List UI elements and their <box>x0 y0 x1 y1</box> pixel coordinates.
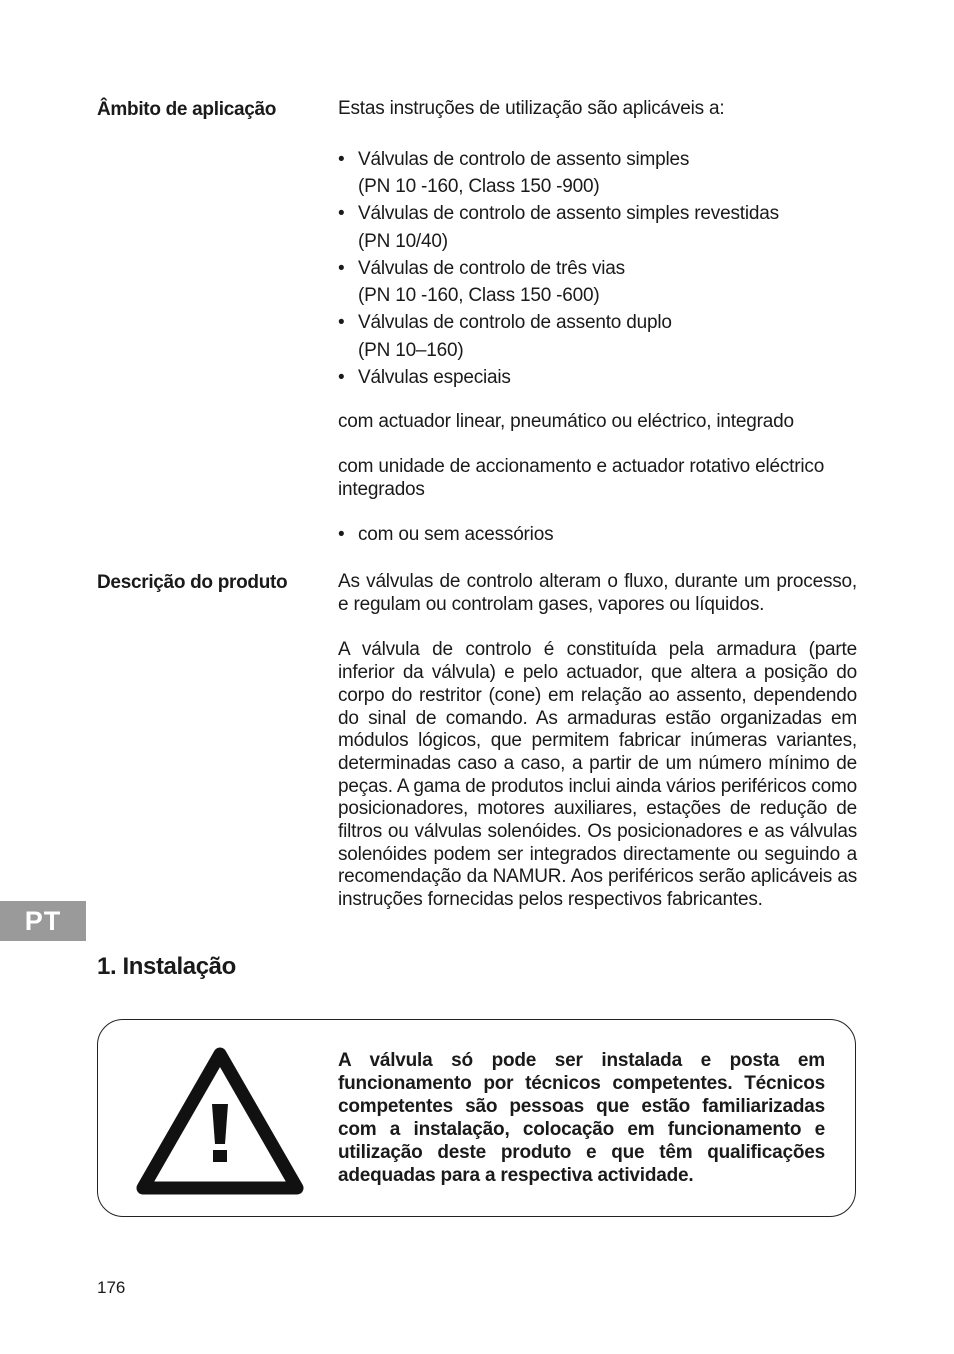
scope-label: Âmbito de aplicação <box>97 99 277 120</box>
scope-content <box>338 98 857 549</box>
list-item: • Válvulas de controlo de três vias (PN 10 -160, Class 150 -600) <box>338 257 625 307</box>
scope-accessories-list <box>338 521 857 548</box>
product-para-1: As válvulas de controlo alteram o fluxo, durante um processo, e regulam ou controlam gases, vapores ou líquidos. <box>338 571 857 615</box>
warning-triangle-icon <box>135 1044 305 1201</box>
scope-list <box>338 146 857 392</box>
list-item: • Válvulas de controlo de assento simples revestidas (PN 10/40) <box>338 203 779 252</box>
section-heading: 1. Instalação <box>97 953 236 980</box>
list-item: • Válvulas de controlo de assento duplo (PN 10–160) <box>338 312 672 361</box>
list-item: • com ou sem acessórios <box>338 524 554 546</box>
list-item: • Válvulas de controlo de assento simples (PN 10 -160, Class 150 -900) <box>338 148 690 197</box>
list-item: • Válvulas especiais <box>338 367 511 389</box>
product-para-2: A válvula de controlo é constituída pela armadura (parte inferior da válvula) e pelo actuador, que altera a posição do corpo do restritor (cone) em relação ao assento, dependendo do sinal de comando. As armaduras estão organizadas em módulos lógicos, que permitem fabricar inúmeras variantes, determinadas caso a caso, a partir de um número mínimo de peças. A gama de produtos inclui ainda vários periféricos como posicionadores, motores auxiliares, estações de redução de filtros ou válvulas solenóides. Os posicionadores e as válvulas solenóides podem ser integrados directamente ou seguindo a recomendação da NAMUR. Aos periféricos serão aplicáveis as instruções fornecidas pelos respectivos fabricantes. <box>338 639 857 911</box>
scope-para-rotary: com unidade de accionamento e actuador rotativo eléctrico integrados <box>338 456 825 500</box>
warning-text: A válvula só pode ser instalada e posta em funcionamento por técnicos competentes. Técnicos competentes são pessoas que estão familiarizadas com a instalação, colocação em funcionamento e utilização deste produto e que têm qualificações adequadas para a respectiva actividade. <box>338 1050 825 1186</box>
scope-para-linear: com actuador linear, pneumático ou eléctrico, integrado <box>338 411 794 433</box>
scope-intro: Estas instruções de utilização são aplicáveis a: <box>338 98 725 119</box>
language-tab: PT <box>0 901 86 941</box>
product-content <box>338 571 857 912</box>
product-label: Descrição do produto <box>97 572 288 593</box>
page-number: 176 <box>97 1278 126 1297</box>
